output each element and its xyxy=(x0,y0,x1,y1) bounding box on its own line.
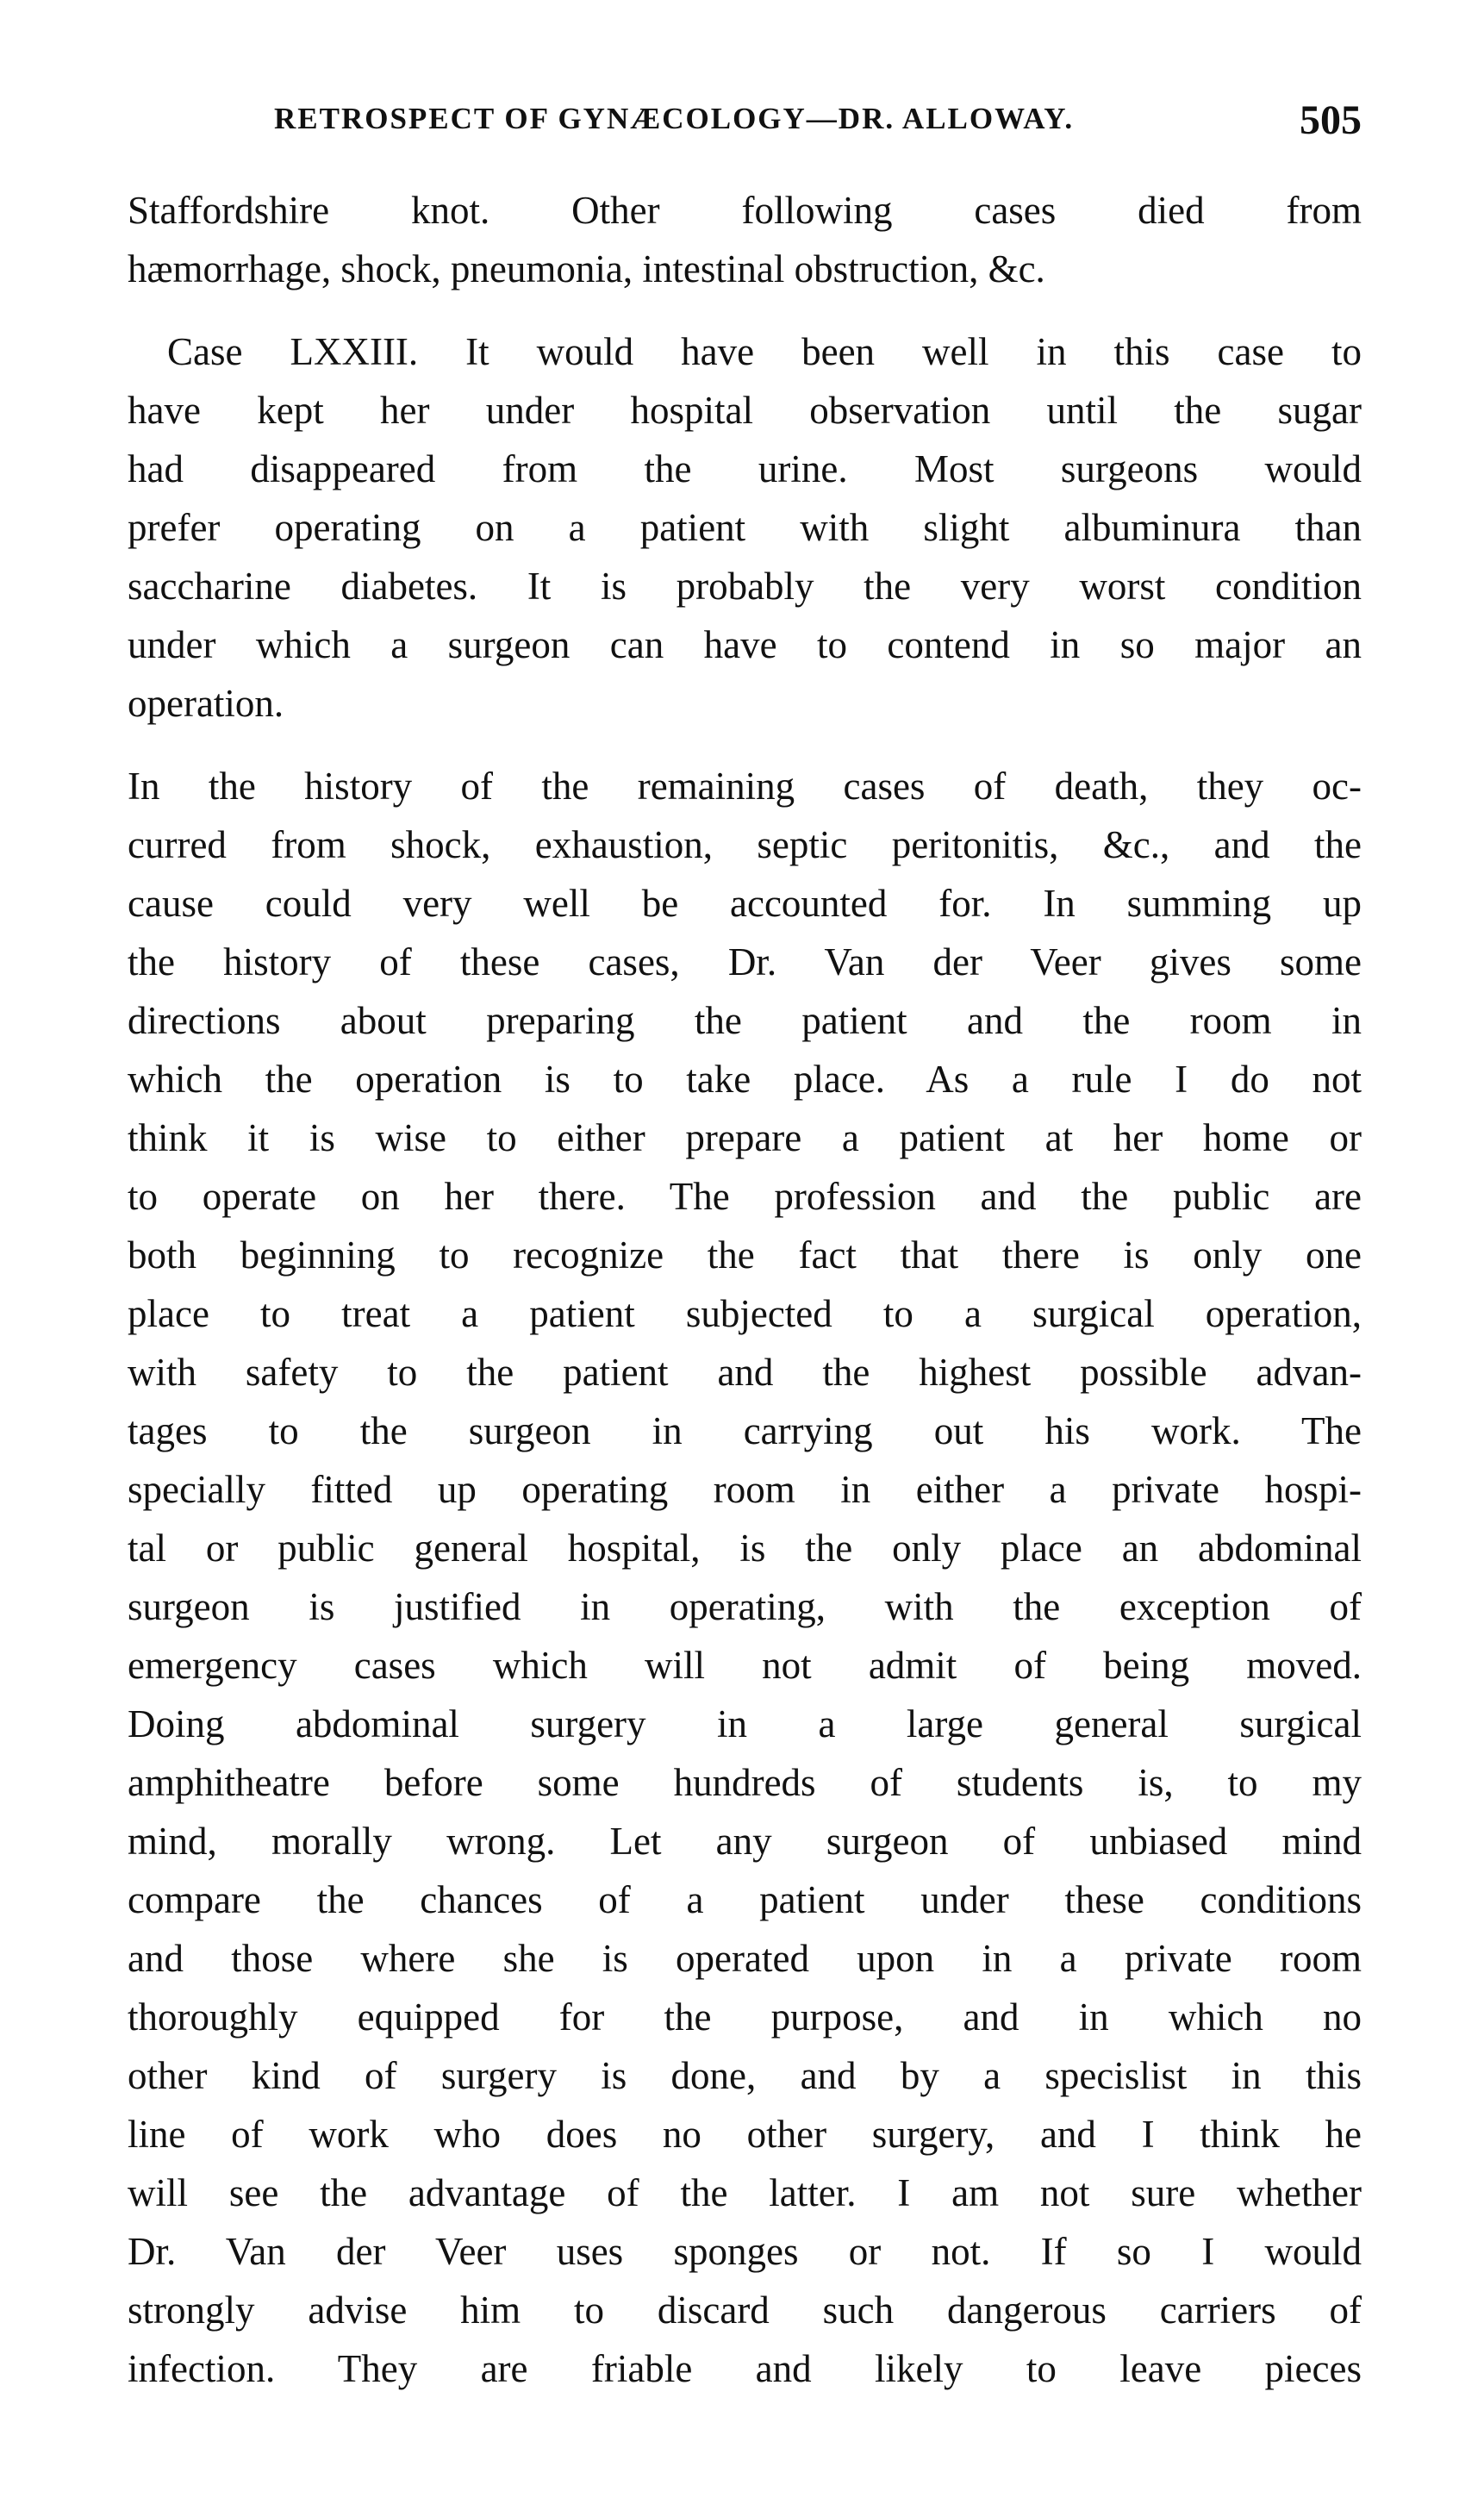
text-line: line of work who does no other surgery, and I think he xyxy=(128,2113,1362,2156)
text-line: the history of these cases, Dr. Van der Veer gives some xyxy=(128,940,1362,983)
text-line: Staffordshire knot. Other following cases died from xyxy=(128,189,1362,232)
running-head xyxy=(274,97,1362,153)
text-line: cause could very well be accounted for. In summing up xyxy=(128,882,1362,925)
paragraph-3 xyxy=(128,757,1362,2398)
text-line: thoroughly equipped for the purpose, and in which no xyxy=(128,1995,1362,2039)
text-line: to operate on her there. The profession and the public are xyxy=(128,1175,1362,1218)
text-line: other kind of surgery is done, and by a specislist in this xyxy=(128,2054,1362,2097)
text-line: and those where she is operated upon in a private room xyxy=(128,1937,1362,1980)
text-line: tages to the surgeon in carrying out his work. The xyxy=(128,1409,1362,1452)
text-line: In the history of the remaining cases of death, they oc- xyxy=(128,765,1362,808)
text-line: think it is wise to either prepare a patient at her home or xyxy=(128,1116,1362,1159)
text-line: infection. They are friable and likely to leave pieces xyxy=(128,2347,1362,2390)
text-line: operation. xyxy=(128,682,284,725)
text-line: curred from shock, exhaustion, septic peritonitis, &c., and the xyxy=(128,823,1362,866)
text-line: which the operation is to take place. As a rule I do not xyxy=(128,1058,1362,1101)
text-line: directions about preparing the patient and the room in xyxy=(128,999,1362,1042)
text-line: surgeon is justified in operating, with the exception of xyxy=(128,1585,1362,1628)
text-line: Case LXXIII. It would have been well in this case to xyxy=(167,330,1362,373)
text-line: under which a surgeon can have to contend in so major an xyxy=(128,623,1362,666)
text-line: Doing abdominal surgery in a large general surgical xyxy=(128,1702,1362,1745)
text-line: mind, morally wrong. Let any surgeon of unbiased mind xyxy=(128,1820,1362,1863)
text-line: strongly advise him to discard such dangerous carriers of xyxy=(128,2289,1362,2332)
text-line: Dr. Van der Veer uses sponges or not. If so I would xyxy=(128,2230,1362,2273)
text-line: amphitheatre before some hundreds of students is, to my xyxy=(128,1761,1362,1804)
body-text xyxy=(128,181,1362,2398)
text-line: will see the advantage of the latter. I am not sure whether xyxy=(128,2171,1362,2214)
text-line: both beginning to recognize the fact that there is only one xyxy=(128,1233,1362,1277)
text-line: have kept her under hospital observation until the sugar xyxy=(128,389,1362,432)
page-number: 505 xyxy=(1300,97,1362,143)
text-line: place to treat a patient subjected to a surgical operation, xyxy=(128,1292,1362,1335)
text-line: emergency cases which will not admit of being moved. xyxy=(128,1644,1362,1687)
text-line: tal or public general hospital, is the only place an abdominal xyxy=(128,1527,1362,1570)
text-line: specially fitted up operating room in either a private hospi- xyxy=(128,1468,1362,1511)
text-line: saccharine diabetes. It is probably the very worst condition xyxy=(128,565,1362,608)
text-line: had disappeared from the urine. Most surgeons would xyxy=(128,447,1362,490)
text-line: with safety to the patient and the highest possible advan- xyxy=(128,1351,1362,1394)
paragraph-1 xyxy=(128,181,1362,298)
text-line: prefer operating on a patient with slight albuminura than xyxy=(128,506,1362,549)
paragraph-2 xyxy=(128,322,1362,733)
text-line: hæmorrhage, shock, pneumonia, intestinal obstruction, &c. xyxy=(128,247,1045,290)
text-line: compare the chances of a patient under these conditions xyxy=(128,1878,1362,1921)
running-title: RETROSPECT OF GYNÆCOLOGY—DR. ALLOWAY. xyxy=(274,102,1075,135)
